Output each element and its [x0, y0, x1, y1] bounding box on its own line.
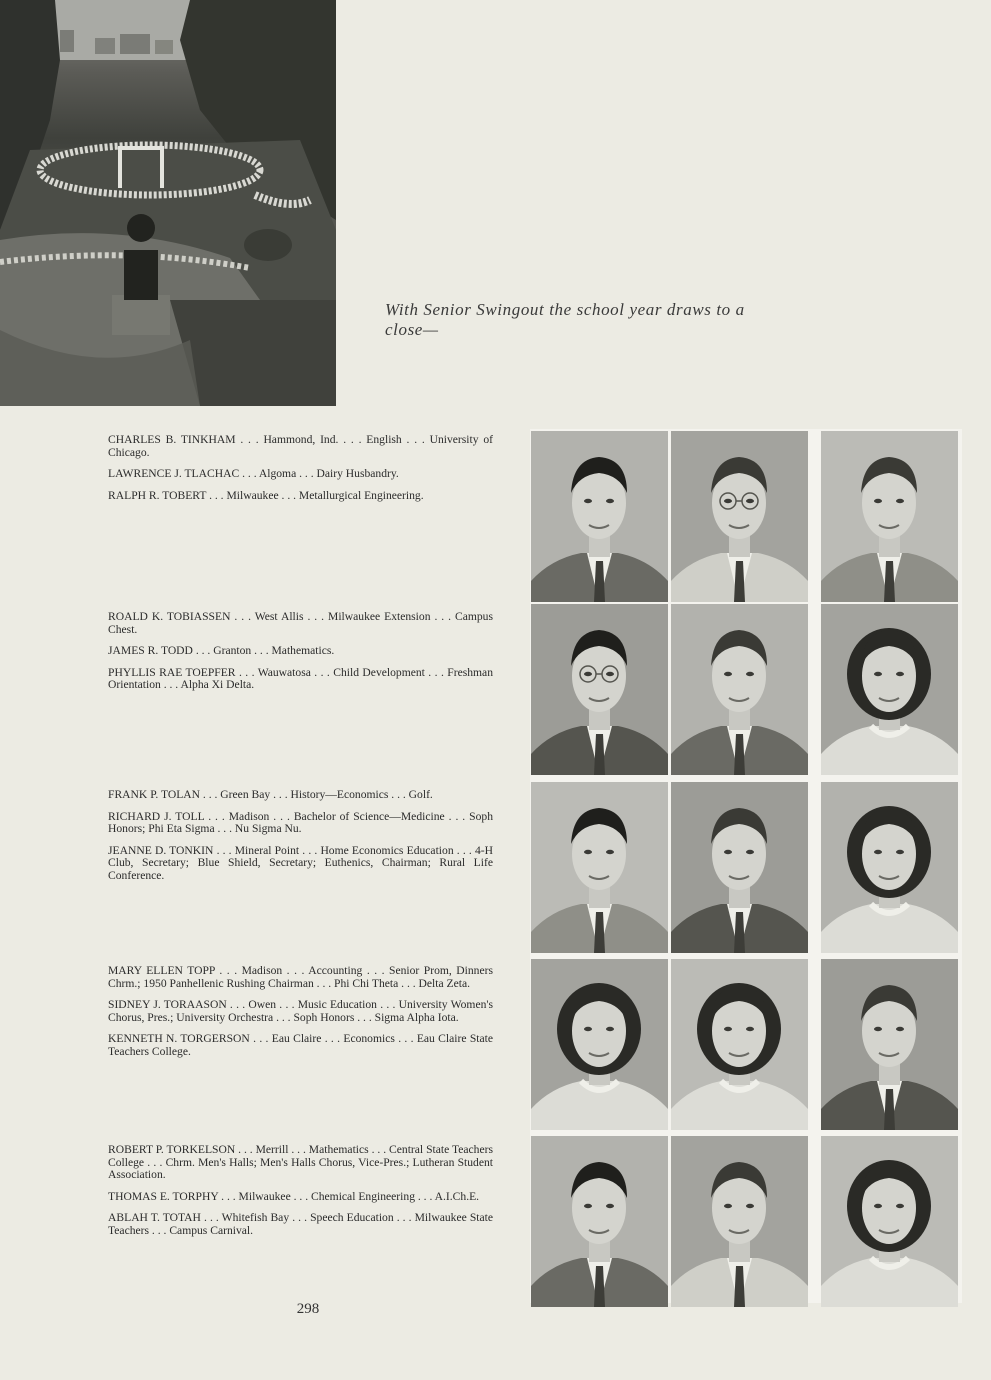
portrait-photo [531, 782, 668, 953]
senior-entry: RICHARD J. TOLL . . . Madison . . . Bachelor of Science—Medicine . . . Soph Honors; Phi Eta Sigma . . . Nu Sigma Nu. [108, 809, 493, 836]
senior-entry: LAWRENCE J. TLACHAC . . . Algoma . . . Dairy Husbandry. [108, 467, 399, 481]
portrait-photo [671, 959, 808, 1130]
man-portrait-icon [531, 1136, 668, 1307]
portrait-photo [531, 431, 668, 602]
senior-entry: JEANNE D. TONKIN . . . Mineral Point . . . Home Economics Education . . . 4-H Club, Secretary; Blue Shield, Secretary; Euthenics, Chairman; Rural Life Conference. [108, 843, 493, 882]
portrait-photo [531, 604, 668, 775]
portrait-photo [821, 782, 958, 953]
entry-group-4 [108, 965, 493, 1068]
woman-portrait-icon [821, 604, 958, 775]
senior-entry: ROALD K. TOBIASSEN . . . West Allis . . . Milwaukee Extension . . . Campus Chest. [108, 610, 493, 636]
portrait-photo [821, 1136, 958, 1307]
entry-group-3 [108, 789, 493, 892]
portrait-photo [671, 782, 808, 953]
man-portrait-icon [671, 782, 808, 953]
photo-caption: With Senior Swingout the school year draws to a close— [385, 300, 745, 339]
man-portrait-icon [531, 431, 668, 602]
man-portrait-icon [671, 1136, 808, 1307]
man-portrait-icon [671, 431, 808, 602]
woman-portrait-icon [821, 1136, 958, 1307]
woman-portrait-icon [821, 782, 958, 953]
senior-entry: KENNETH N. TORGERSON . . . Eau Claire . . . Economics . . . Eau Claire State Teachers College. [108, 1032, 493, 1058]
senior-entry: PHYLLIS RAE TOEPFER . . . Wauwatosa . . . Child Development . . . Freshman Orientation . . . Alpha Xi Delta. [108, 665, 493, 692]
senior-entry: ROBERT P. TORKELSON . . . Merrill . . . Mathematics . . . Central State Teachers College . . . Chrm. Men's Halls; Men's Halls Chorus, Vice-Pres.; Lutheran Student Association. [108, 1143, 493, 1182]
portrait-grid [530, 429, 962, 1303]
portrait-photo [531, 959, 668, 1130]
senior-entry: MARY ELLEN TOPP . . . Madison . . . Accounting . . . Senior Prom, Dinners Chrm.; 1950 Panhellenic Rushing Chairman . . . Phi Chi Theta . . . Delta Zeta. [108, 964, 493, 990]
senior-entry: CHARLES B. TINKHAM . . . Hammond, Ind. . . . English . . . University of Chicago. [108, 433, 493, 459]
senior-entry: THOMAS E. TORPHY . . . Milwaukee . . . Chemical Engineering . . . A.I.Ch.E. [108, 1189, 480, 1203]
senior-entry: FRANK P. TOLAN . . . Green Bay . . . History—Economics . . . Golf. [108, 788, 433, 801]
entry-group-5 [108, 1144, 493, 1247]
portrait-photo [671, 1136, 808, 1307]
entry-group-2 [108, 611, 493, 701]
portrait-photo [671, 604, 808, 775]
man-portrait-icon [821, 959, 958, 1130]
senior-swingout-photo-icon [0, 0, 336, 406]
senior-entry: JAMES R. TODD . . . Granton . . . Mathematics. [108, 644, 335, 658]
portrait-photo [671, 431, 808, 602]
portrait-photo [531, 1136, 668, 1307]
portrait-photo [821, 431, 958, 602]
senior-swingout-photo [0, 0, 336, 406]
woman-portrait-icon [671, 959, 808, 1130]
entry-group-1 [108, 434, 493, 511]
portrait-photo [821, 604, 958, 775]
man-portrait-icon [671, 604, 808, 775]
page-number: 298 [296, 1301, 320, 1317]
man-portrait-icon [531, 782, 668, 953]
senior-entry: ABLAH T. TOTAH . . . Whitefish Bay . . . Speech Education . . . Milwaukee State Teachers . . . Campus Carnival. [108, 1211, 493, 1237]
senior-entry: RALPH R. TOBERT . . . Milwaukee . . . Metallurgical Engineering. [108, 488, 424, 502]
man-portrait-icon [821, 431, 958, 602]
man-portrait-icon [531, 604, 668, 775]
portrait-photo [821, 959, 958, 1130]
woman-portrait-icon [531, 959, 668, 1130]
senior-entry: SIDNEY J. TORAASON . . . Owen . . . Music Education . . . University Women's Chorus, Pres.; University Orchestra . . . Soph Honors . . . Sigma Alpha Iota. [108, 998, 493, 1024]
